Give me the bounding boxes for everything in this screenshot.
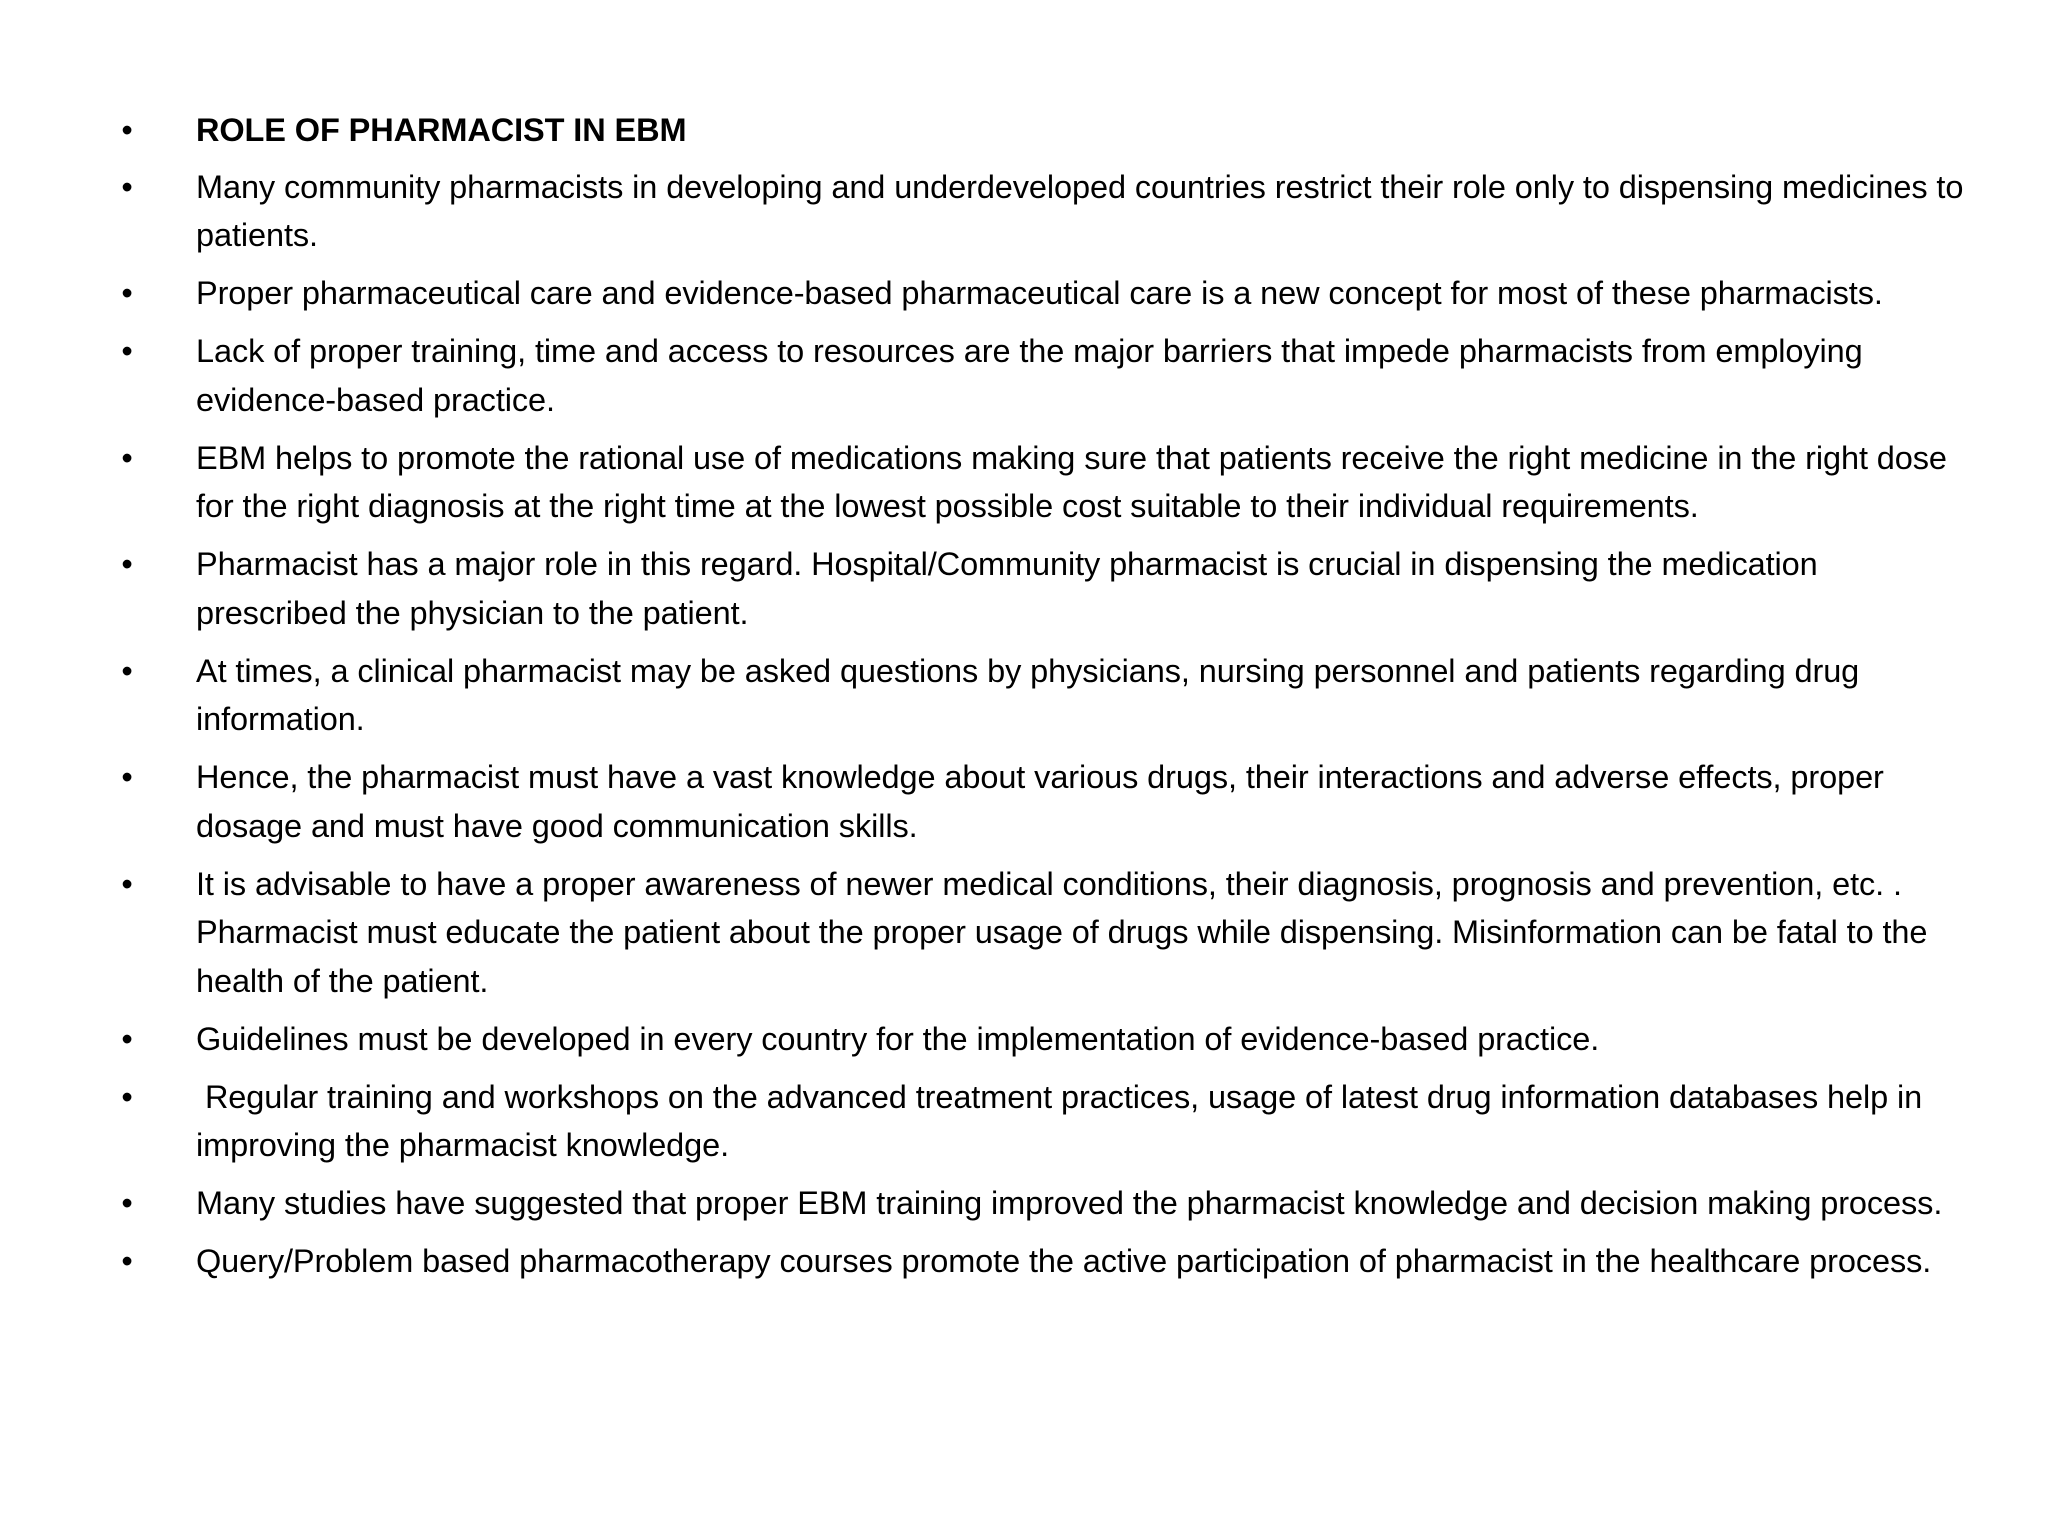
list-item — [112, 753, 1972, 850]
bullet-icon: • — [121, 168, 133, 205]
bullet-icon: • — [121, 1243, 133, 1279]
list-item — [112, 647, 1972, 744]
list-item — [112, 540, 1972, 637]
list-item-text: Guidelines must be developed in every country for the implementation of evidence-based practice. — [196, 1020, 1600, 1057]
title-text: ROLE OF PHARMACIST IN EBM — [196, 112, 687, 148]
bullet-icon: • — [121, 1020, 133, 1057]
bullet-list — [112, 106, 1972, 1295]
bullet-icon: • — [121, 112, 133, 148]
bullet-icon: • — [121, 546, 133, 582]
bullet-icon: • — [121, 275, 133, 311]
list-item-text: Many community pharmacists in developing and underdeveloped countries restrict their role only to dispensing medicines to patients. — [196, 168, 1973, 253]
list-item — [112, 1015, 1972, 1064]
bullet-icon: • — [121, 333, 133, 369]
list-item — [112, 1179, 1972, 1228]
list-item-text: Proper pharmaceutical care and evidence-based pharmaceutical care is a new concept for most of these pharmacists. — [196, 275, 1883, 311]
list-item — [112, 1073, 1972, 1170]
list-item-text: Query/Problem based pharmacotherapy courses promote the active participation of pharmacist in the healthcare process. — [196, 1243, 1932, 1279]
list-item-text: EBM helps to promote the rational use of medications making sure that patients receive the right medicine in the right dose for the right diagnosis at the right time at the lowest possible cost suitable to their individual requirements. — [196, 439, 1956, 524]
bullet-icon: • — [121, 439, 133, 476]
list-item — [112, 269, 1972, 318]
bullet-icon: • — [121, 1078, 133, 1115]
slide-title — [112, 106, 1972, 155]
list-item-text: Hence, the pharmacist must have a vast knowledge about various drugs, their interactions and adverse effects, proper dosage and must have good communication skills. — [196, 759, 1893, 844]
list-item — [112, 327, 1972, 424]
list-item-text: It is advisable to have a proper awareness of newer medical conditions, their diagnosis, prognosis and prevention, etc. . Pharmacist must educate the patient about the proper usage of drugs while dispensing. Misinformation can be fatal to the health of the patient. — [196, 865, 1937, 999]
list-item-text: Lack of proper training, time and access to resources are the major barriers that impede pharmacists from employing evidence-based practice. — [196, 333, 1872, 418]
list-item-text: Regular training and workshops on the advanced treatment practices, usage of latest drug information databases help in improving the pharmacist knowledge. — [196, 1078, 1932, 1163]
bullet-icon: • — [121, 865, 133, 902]
list-item — [112, 163, 1972, 260]
list-item-text: Many studies have suggested that proper EBM training improved the pharmacist knowledge and decision making process. — [196, 1185, 1943, 1221]
bullet-icon: • — [121, 652, 133, 689]
list-item-text: Pharmacist has a major role in this regard. Hospital/Community pharmacist is crucial in dispensing the medication prescribed the physician to the patient. — [196, 546, 1827, 631]
list-item — [112, 860, 1972, 1006]
list-item-text: At times, a clinical pharmacist may be asked questions by physicians, nursing personnel and patients regarding drug information. — [196, 652, 1869, 737]
list-item — [112, 1237, 1972, 1286]
bullet-icon: • — [121, 759, 133, 795]
bullet-icon: • — [121, 1185, 133, 1221]
list-item — [112, 434, 1972, 531]
